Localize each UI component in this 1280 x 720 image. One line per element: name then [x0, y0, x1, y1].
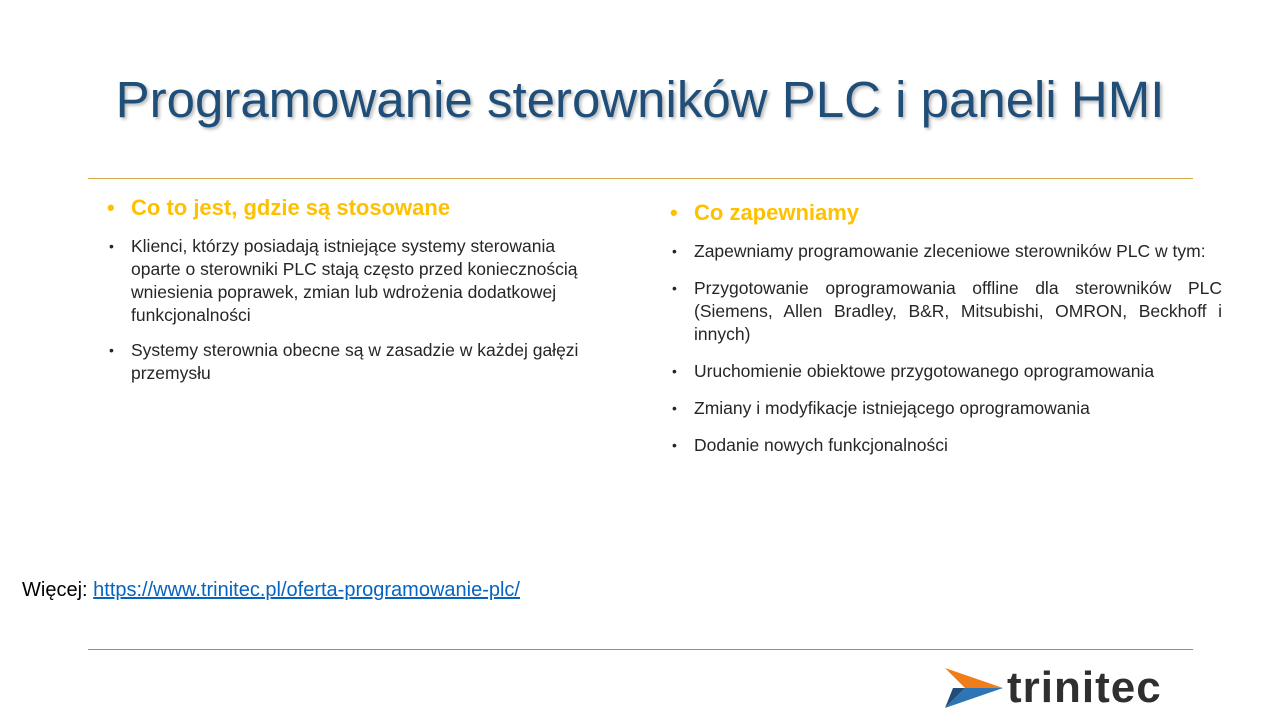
list-item	[107, 235, 607, 327]
list-item	[670, 360, 1222, 383]
list-item-text: Dodanie nowych funkcjonalności	[694, 435, 948, 455]
list-item-text: Zmiany i modyfikacje istniejącego oprogramowania	[694, 398, 1090, 418]
right-heading-text: Co zapewniamy	[694, 200, 860, 225]
bullet-icon: •	[670, 200, 678, 225]
bottom-divider	[88, 649, 1193, 650]
bullet-icon: •	[672, 437, 677, 453]
logo-arrow-icon	[943, 664, 1005, 712]
bullet-icon: •	[109, 342, 114, 358]
list-item	[670, 240, 1222, 263]
bullet-icon: •	[672, 280, 677, 296]
list-item-text: Systemy sterownia obecne są w zasadzie w każdej gałęzi przemysłu	[131, 340, 579, 383]
more-info	[22, 579, 520, 602]
list-item	[670, 397, 1222, 420]
list-item-text: Przygotowanie oprogramowania offline dla sterowników PLC (Siemens, Allen Bradley, B&R, Mitsubishi, OMRON, Beckhoff i innych)	[694, 278, 1222, 344]
bullet-icon: •	[109, 238, 114, 254]
list-item-text: Uruchomienie obiektowe przygotowanego oprogramowania	[694, 361, 1155, 381]
left-bullet-list	[107, 235, 607, 385]
bullet-icon: •	[672, 363, 677, 379]
bullet-icon: •	[672, 400, 677, 416]
right-bullet-list	[670, 240, 1222, 457]
list-item	[670, 434, 1222, 457]
slide-title: Programowanie sterowników PLC i paneli HMI	[115, 71, 1165, 128]
list-item-text: Klienci, którzy posiadają istniejące systemy sterowania oparte o sterowniki PLC stają często przed koniecznością wniesienia poprawek, zmian lub wdrożenia dodatkowej funkcjonalności	[131, 236, 578, 325]
logo-text: trinitec	[1007, 663, 1162, 712]
left-heading-text: Co to jest, gdzie są stosowane	[131, 195, 451, 220]
list-item	[107, 339, 607, 385]
list-item	[670, 277, 1222, 346]
more-link[interactable]: https://www.trinitec.pl/oferta-programowanie-plc/	[93, 579, 520, 601]
list-item-text: Zapewniamy programowanie zleceniowe sterowników PLC w tym:	[694, 241, 1206, 261]
bullet-icon: •	[107, 195, 115, 220]
more-label: Więcej:	[22, 579, 88, 601]
left-column	[107, 193, 607, 397]
top-divider	[88, 178, 1193, 179]
right-column	[670, 198, 1222, 471]
trinitec-logo	[943, 664, 1195, 712]
left-heading	[107, 193, 607, 223]
bullet-icon: •	[672, 243, 677, 259]
right-heading	[670, 198, 1222, 228]
